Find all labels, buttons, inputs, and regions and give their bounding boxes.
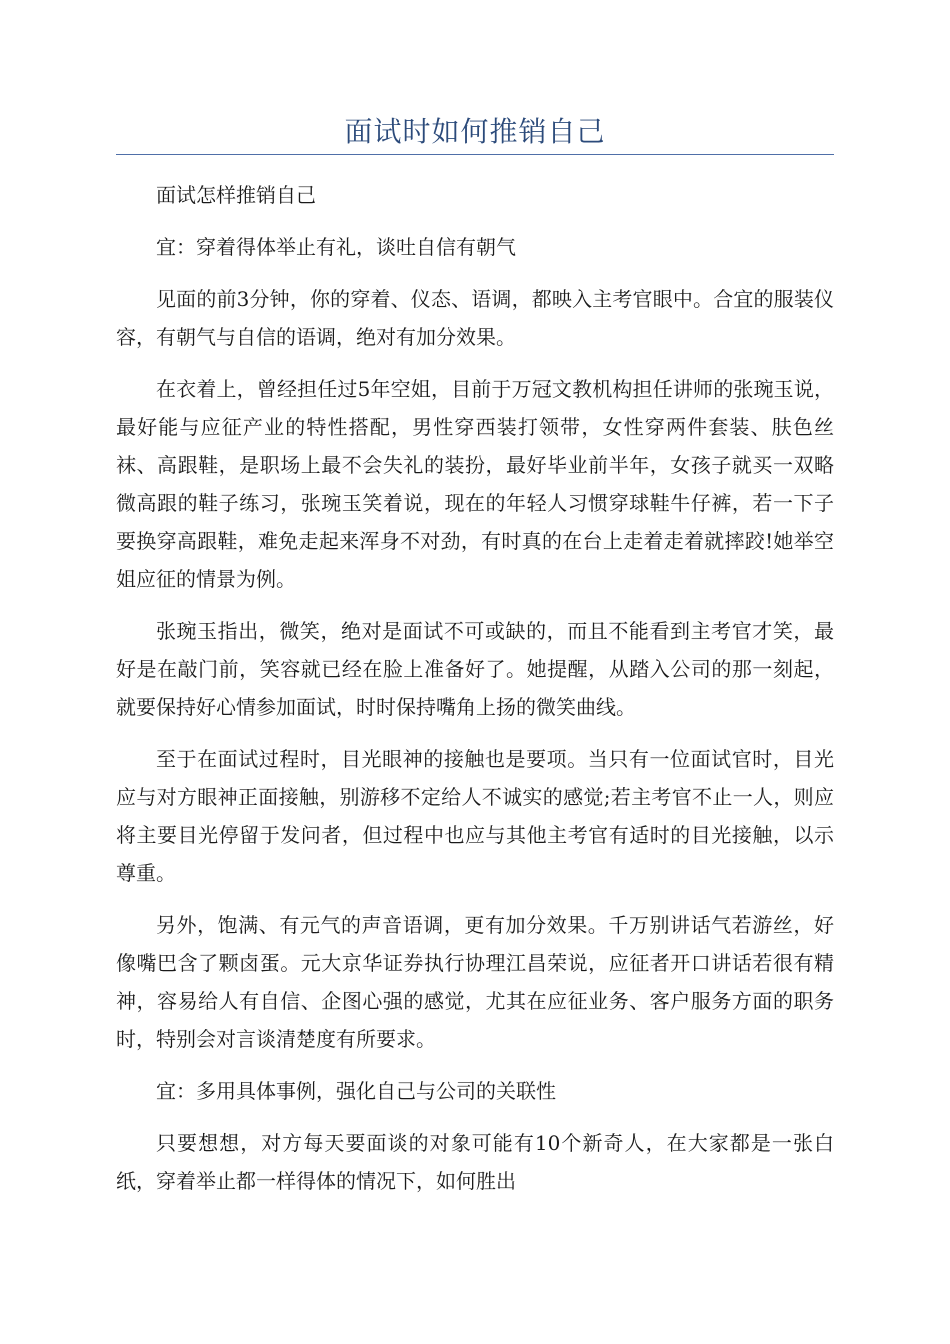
document-body [116,176,834,1214]
paragraph-heading-dress: 宜：穿着得体举止有礼，谈吐自信有朝气 [156,235,516,259]
paragraph-heading-examples: 宜：多用具体事例，强化自己与公司的关联性 [156,1079,556,1103]
document-title: 面试时如何推销自己 [344,115,606,148]
paragraph: 另外，饱满、有元气的声音语调，更有加分效果。千万别讲话气若游丝，好像嘴巴含了颗卤蛋。元大京华证券执行协理江昌荣说，应征者开口讲话若很有精神，容易给人有自信、企图心强的感觉，尤其在应征业务、客户服务方面的职务时，特别会对言谈清楚度有所要求。 [116,913,834,1051]
paragraph: 只要想想，对方每天要面谈的对象可能有10个新奇人，在大家都是一张白纸，穿着举止都一样得体的情况下，如何胜出 [116,1131,834,1193]
paragraph: 在衣着上，曾经担任过5年空姐，目前于万冠文教机构担任讲师的张琬玉说，最好能与应征产业的特性搭配，男性穿西装打领带，女性穿两件套装、肤色丝袜、高跟鞋，是职场上最不会失礼的装扮，最好毕业前半年，女孩子就买一双略微高跟的鞋子练习，张琬玉笑着说，现在的年轻人习惯穿球鞋牛仔裤，若一下子要换穿高跟鞋，难免走起来浑身不对劲，有时真的在台上走着走着就摔跤!她举空姐应征的情景为例。 [116,377,834,591]
paragraph-subtitle: 面试怎样推销自己 [156,183,316,207]
title-underline [116,154,834,155]
paragraph: 张琬玉指出，微笑，绝对是面试不可或缺的，而且不能看到主考官才笑，最好是在敲门前，笑容就已经在脸上准备好了。她提醒，从踏入公司的那一刻起，就要保持好心情参加面试，时时保持嘴角上扬的微笑曲线。 [116,619,834,719]
paragraph: 见面的前3分钟，你的穿着、仪态、语调，都映入主考官眼中。合宜的服装仪容，有朝气与自信的语调，绝对有加分效果。 [116,287,834,349]
paragraph: 至于在面试过程时，目光眼神的接触也是要项。当只有一位面试官时，目光应与对方眼神正面接触，别游移不定给人不诚实的感觉;若主考官不止一人，则应将主要目光停留于发问者，但过程中也应与其他主考官有适时的目光接触，以示尊重。 [116,747,834,885]
